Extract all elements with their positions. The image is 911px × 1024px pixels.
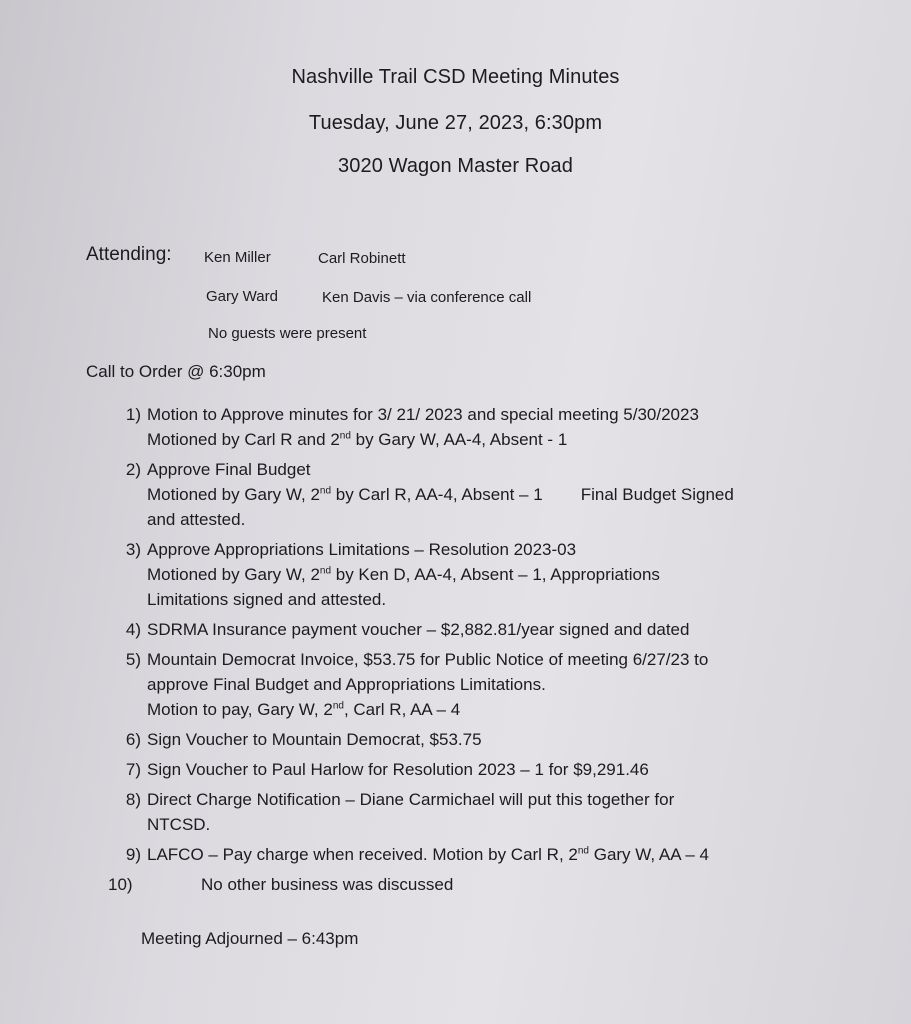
item-text: Motioned by Gary W, 2 [147, 485, 320, 504]
ordinal-sup: nd [332, 700, 344, 712]
item-text: Motion to Approve minutes for 3/ 21/ 2023 and special meeting 5/30/2023 [147, 405, 699, 424]
item-text: by Carl R, AA-4, Absent – 1 [331, 485, 543, 504]
document-title: Nashville Trail CSD Meeting Minutes [291, 66, 620, 88]
item-number: 6) [125, 730, 141, 749]
call-to-order: Call to Order @ 6:30pm [86, 362, 266, 381]
list-item [108, 787, 868, 837]
attendee: Gary Ward [206, 288, 278, 305]
ordinal-sup: nd [319, 565, 332, 577]
item-text: Approve Final Budget [147, 460, 311, 479]
item-text: LAFCO – Pay charge when received. Motion by Carl R, 2 [147, 845, 578, 864]
list-item [108, 842, 868, 867]
list-item [108, 727, 868, 752]
attendee: Ken Miller [204, 249, 271, 266]
meeting-location: 3020 Wagon Master Road [338, 155, 573, 177]
item-text: and attested. [147, 510, 246, 529]
item-text: Approve Appropriations Limitations – Resolution 2023-03 [147, 540, 577, 559]
item-text: by Gary W, AA-4, Absent - 1 [350, 430, 568, 449]
ordinal-sup: nd [319, 485, 332, 497]
item-number: 10) [108, 875, 133, 894]
list-item [108, 402, 868, 452]
item-text: Motioned by Carl R and 2 [147, 430, 340, 449]
item-number: 5) [125, 650, 141, 669]
item-number: 3) [125, 540, 141, 559]
item-text: Sign Voucher to Mountain Democrat, $53.75 [147, 730, 482, 749]
ordinal-sup: nd [577, 845, 589, 857]
item-number: 1) [125, 405, 141, 424]
list-item [108, 617, 868, 642]
item-number: 7) [125, 760, 141, 779]
meeting-adjourned: Meeting Adjourned – 6:43pm [141, 929, 359, 948]
item-number: 9) [125, 845, 141, 864]
ordinal-sup: nd [339, 430, 351, 442]
item-text: Direct Charge Notification – Diane Carmichael will put this together for [147, 790, 675, 809]
list-item [108, 647, 868, 722]
agenda-list [108, 402, 868, 902]
item-text: , Carl R, AA – 4 [343, 700, 461, 719]
attendee: Carl Robinett [318, 250, 406, 267]
item-text: SDRMA Insurance payment voucher – $2,882.81/year signed and dated [147, 620, 690, 639]
item-text: Limitations signed and attested. [147, 590, 387, 609]
meeting-date: Tuesday, June 27, 2023, 6:30pm [308, 112, 603, 134]
item-number: 8) [125, 790, 141, 809]
item-text: Final Budget Signed [580, 485, 734, 504]
attending-label: Attending: [86, 244, 172, 265]
item-text: NTCSD. [147, 815, 211, 834]
guests-note: No guests were present [208, 325, 367, 342]
list-item [108, 872, 868, 897]
attendee: Ken Davis – via conference call [322, 289, 532, 306]
item-text: No other business was discussed [201, 875, 454, 894]
item-text: by Ken D, AA-4, Absent – 1, Appropriations [331, 565, 660, 584]
item-text: Gary W, AA – 4 [589, 845, 709, 864]
item-number: 2) [125, 460, 141, 479]
item-text: Motion to pay, Gary W, 2 [147, 700, 333, 719]
item-text: Sign Voucher to Paul Harlow for Resolution 2023 – 1 for $9,291.46 [147, 760, 649, 779]
item-number: 4) [125, 620, 141, 639]
item-text: Motioned by Gary W, 2 [147, 565, 320, 584]
list-item [108, 457, 868, 532]
item-text: approve Final Budget and Appropriations Limitations. [147, 675, 546, 694]
list-item [108, 757, 868, 782]
list-item [108, 537, 868, 612]
item-text: Mountain Democrat Invoice, $53.75 for Public Notice of meeting 6/27/23 to [147, 650, 709, 669]
